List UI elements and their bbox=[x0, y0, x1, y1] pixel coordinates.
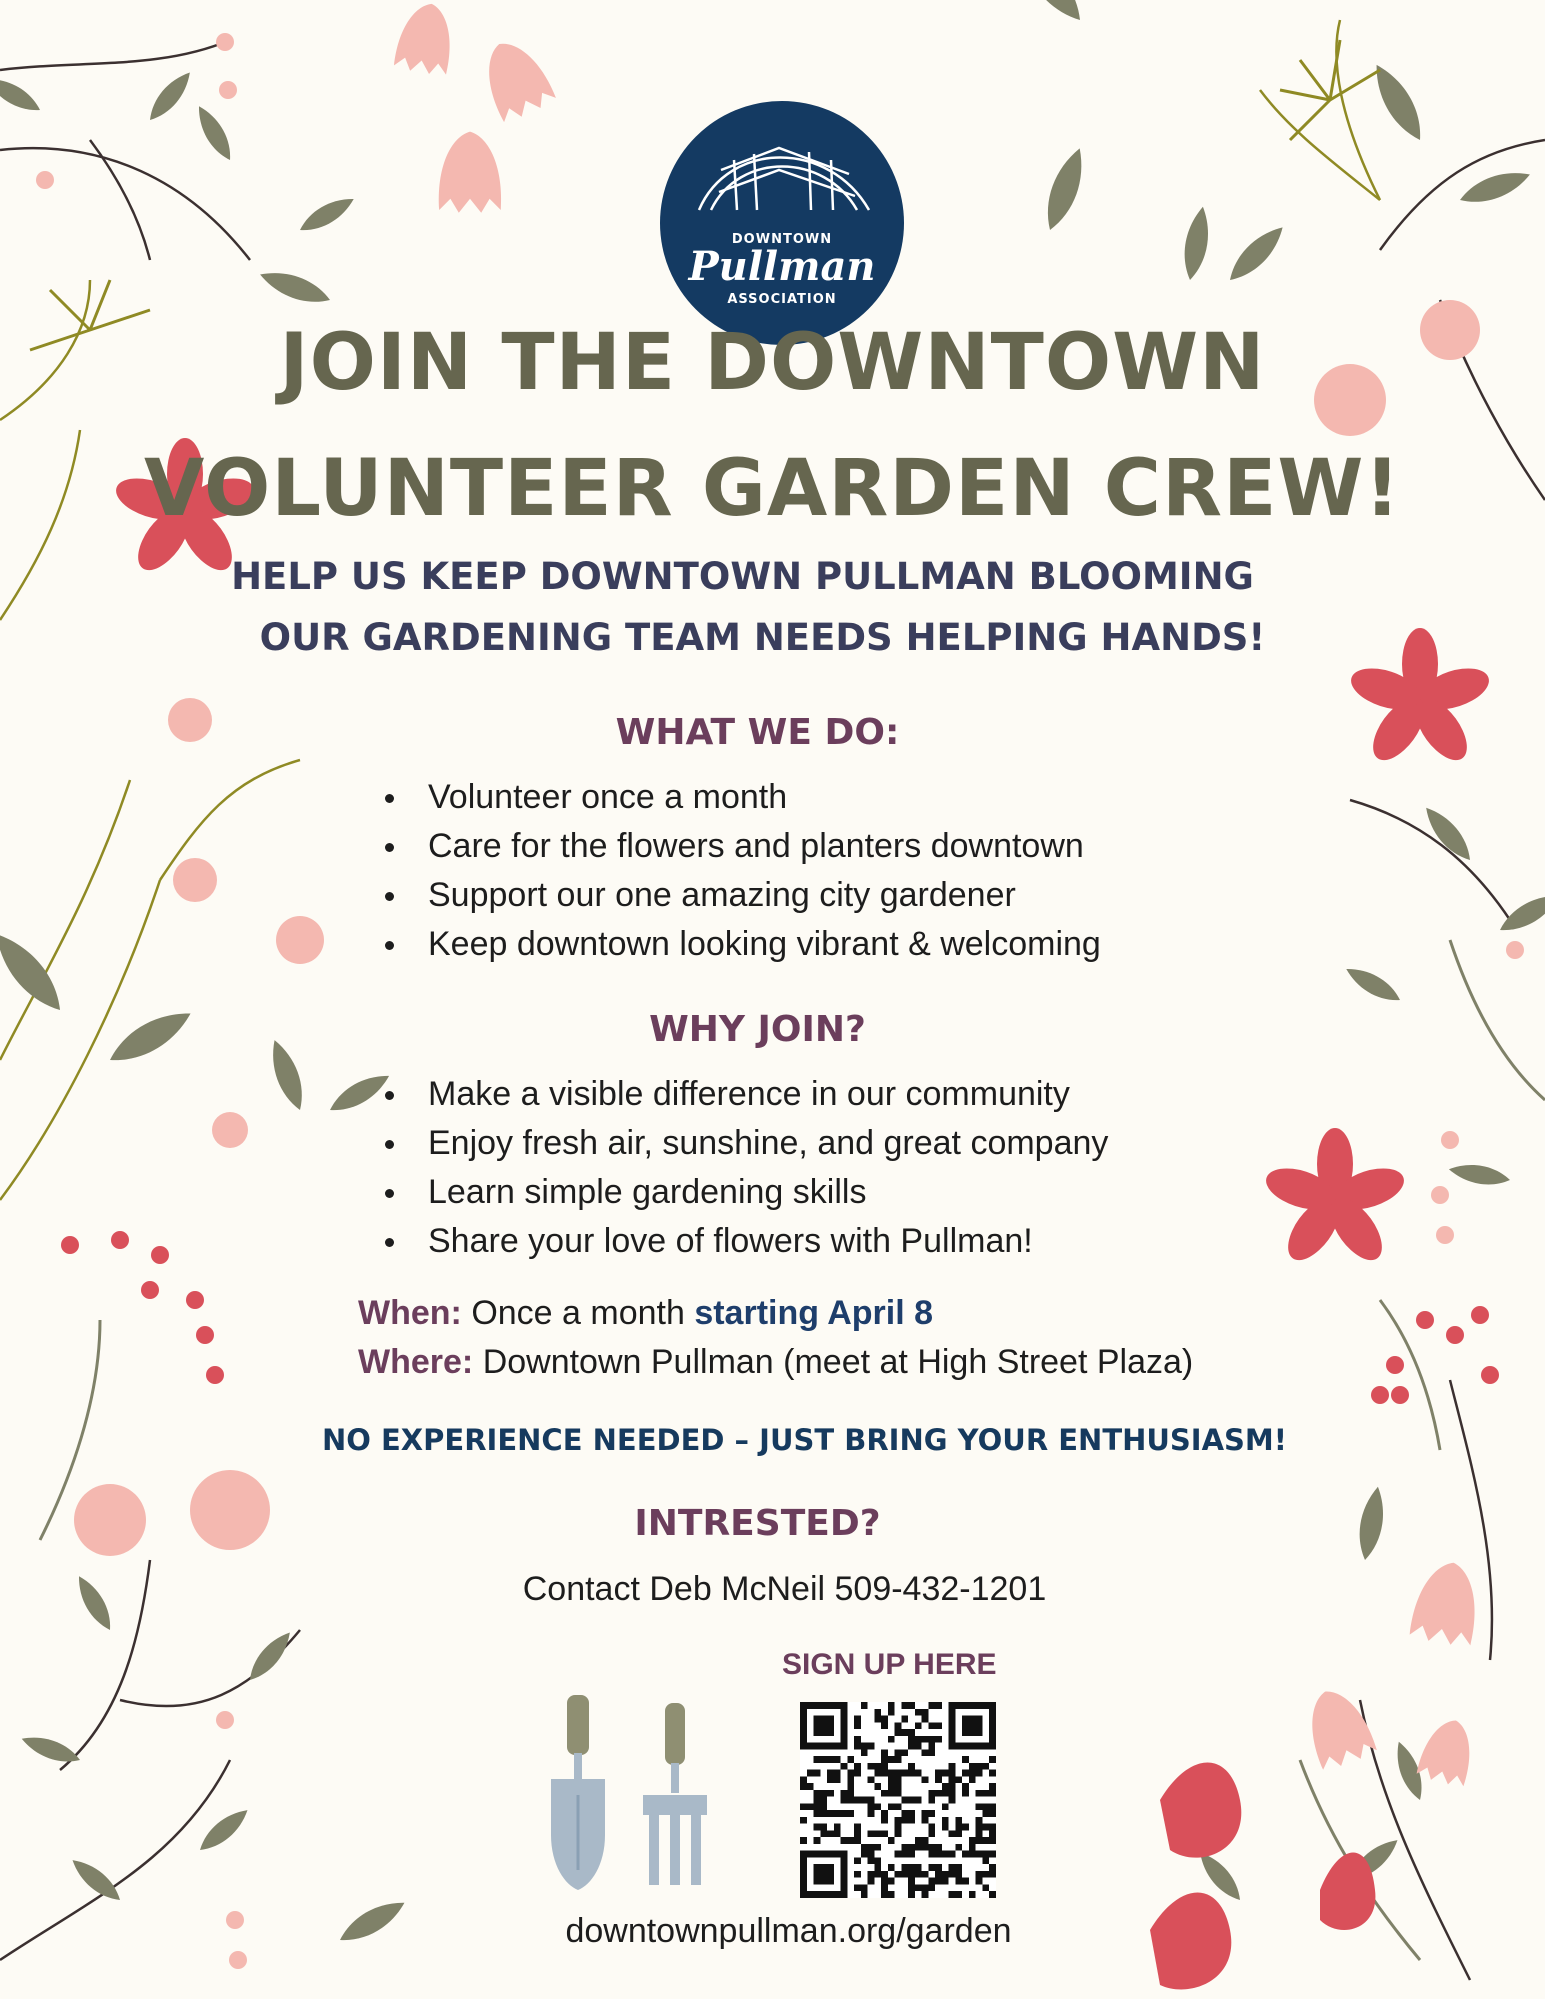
subtitle-line-2: OUR GARDENING TEAM NEEDS HELPING HANDS! bbox=[259, 616, 1266, 659]
when-line bbox=[358, 1294, 933, 1333]
page-title-line-1: JOIN THE DOWNTOWN bbox=[279, 318, 1266, 408]
what-we-do-heading: WHAT WE DO: bbox=[615, 712, 900, 753]
why-join-heading: WHY JOIN? bbox=[649, 1009, 866, 1050]
logo-top-text: DOWNTOWN bbox=[731, 232, 833, 247]
qr-code-icon[interactable] bbox=[800, 1702, 996, 1898]
when-label: When: bbox=[358, 1294, 462, 1332]
list-item: Share your love of flowers with Pullman! bbox=[385, 1217, 1108, 1266]
when-text: Once a month bbox=[471, 1294, 685, 1332]
signup-url-link[interactable]: downtownpullman.org/garden bbox=[565, 1912, 1012, 1950]
what-we-do-list bbox=[385, 773, 1101, 969]
list-item: Enjoy fresh air, sunshine, and great company bbox=[385, 1119, 1108, 1168]
list-item: Support our one amazing city gardener bbox=[385, 871, 1101, 920]
logo-name: Pullman bbox=[688, 243, 876, 290]
garden-tools-icon bbox=[545, 1695, 715, 1895]
list-item: Volunteer once a month bbox=[385, 773, 1101, 822]
logo-bottom-text: ASSOCIATION bbox=[727, 292, 837, 307]
when-highlight: starting April 8 bbox=[694, 1294, 933, 1332]
no-experience-banner: NO EXPERIENCE NEEDED – JUST BRING YOUR ENTHUSIASM! bbox=[321, 1423, 1288, 1457]
list-item: Keep downtown looking vibrant & welcoming bbox=[385, 920, 1101, 969]
page-title-line-2: VOLUNTEER GARDEN CREW! bbox=[144, 444, 1401, 534]
list-item: Learn simple gardening skills bbox=[385, 1168, 1108, 1217]
sign-up-label: SIGN UP HERE bbox=[782, 1648, 997, 1681]
where-line bbox=[358, 1343, 1193, 1382]
list-item: Make a visible difference in our community bbox=[385, 1070, 1108, 1119]
subtitle-line-1: HELP US KEEP DOWNTOWN PULLMAN BLOOMING bbox=[231, 555, 1254, 598]
contact-info: Contact Deb McNeil 509-432-1201 bbox=[522, 1570, 1047, 1608]
why-join-list bbox=[385, 1070, 1108, 1266]
interested-heading: INTRESTED? bbox=[634, 1503, 881, 1544]
where-text: Downtown Pullman (meet at High Street Plaza) bbox=[482, 1343, 1194, 1381]
list-item: Care for the flowers and planters downtown bbox=[385, 822, 1101, 871]
downtown-pullman-logo bbox=[659, 100, 905, 346]
where-label: Where: bbox=[358, 1343, 474, 1381]
